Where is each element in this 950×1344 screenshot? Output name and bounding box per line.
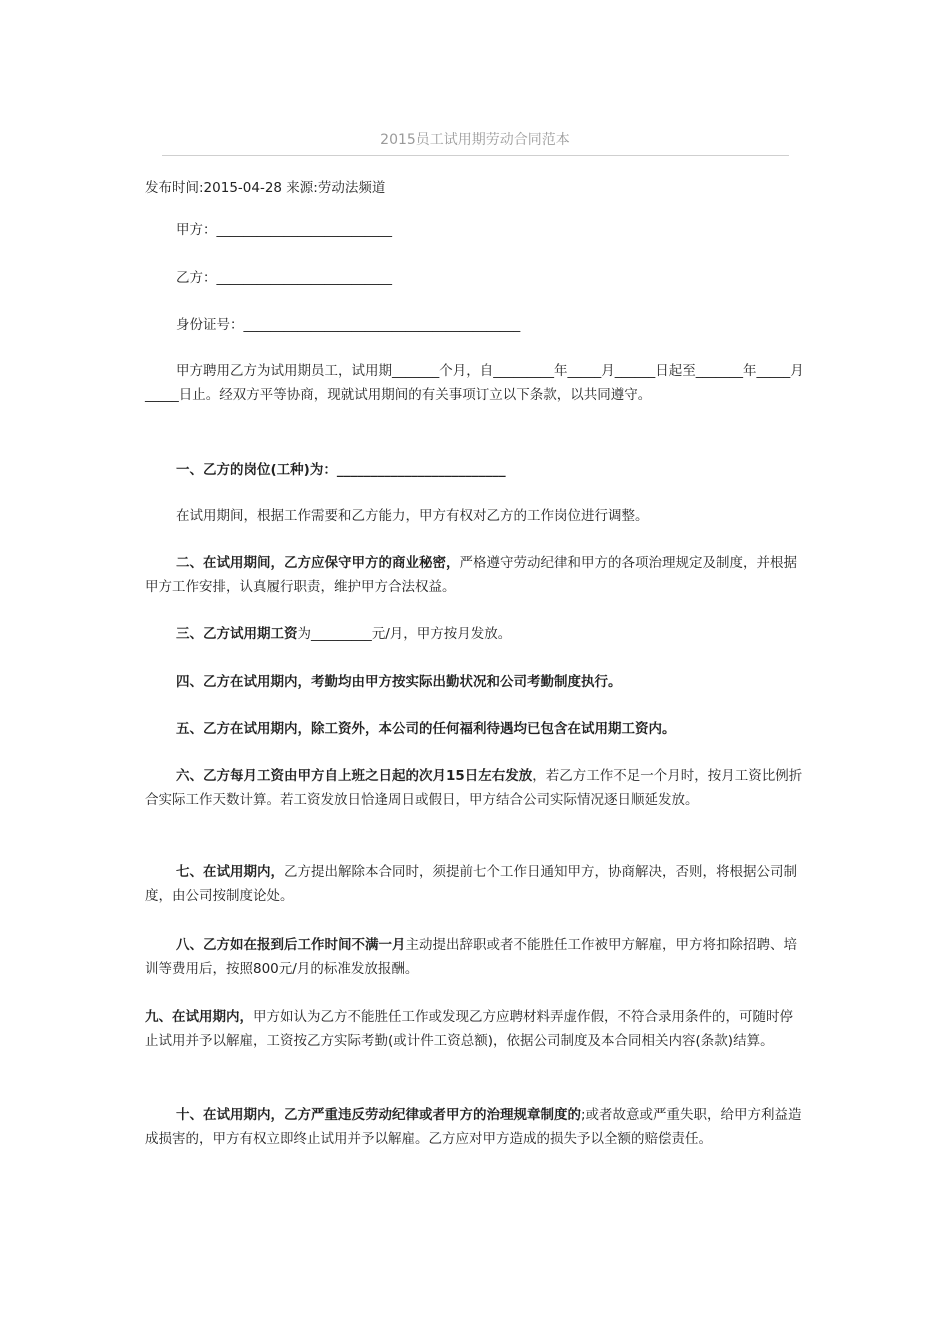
clause-9 — [145, 1005, 805, 1053]
clause-6 — [145, 764, 805, 812]
party-a-line: 甲方：__________________________ — [176, 222, 392, 238]
clause-7-text: 乙方提出解除本合同时，须提前七个工作日通知甲方，协商解决，否则，将根据公司制度，由公司按制度论处。 — [145, 864, 797, 904]
page-title: 2015员工试用期劳动合同范本 — [380, 132, 570, 148]
clause-4: 四、乙方在试用期内，考勤均由甲方按实际出勤状况和公司考勤制度执行。 — [176, 674, 622, 690]
clause-7-bold: 七、在试用期内， — [176, 864, 284, 880]
clause-8-bold: 八、乙方如在报到后工作时间不满一月 — [176, 937, 406, 953]
party-b-line: 乙方：__________________________ — [176, 270, 392, 286]
clause-2-text: 严格遵守劳动纪律和甲方的各项治理规定及制度，并根据甲方工作安排，认真履行职责，维护甲方合法权益。 — [145, 555, 797, 595]
publish-meta: 发布时间:2015-04-28 来源:劳动法频道 — [145, 180, 386, 196]
clause-3-text: 为_________元/月，甲方按月发放。 — [297, 626, 512, 642]
id-number-line: 身份证号：_________________________________________ — [176, 317, 521, 333]
clause-2 — [145, 551, 805, 599]
clause-6-bold: 六、乙方每月工资由甲方自上班之日起的次月15日左右发放 — [176, 768, 533, 784]
clause-9-text: 甲方如认为乙方不能胜任工作或发现乙方应聘材料弄虚作假，不符合录用条件的，可随时停止试用并予以解雇，工资按乙方实际考勤(或计件工资总额)，依据公司制度及本合同相关内容(条款)结算。 — [145, 1009, 793, 1049]
clause-1-text: 在试用期间，根据工作需要和乙方能力，甲方有权对乙方的工作岗位进行调整。 — [176, 508, 649, 524]
clause-8 — [145, 933, 805, 981]
clause-3 — [145, 622, 805, 646]
clause-9-bold: 九、在试用期内， — [145, 1009, 253, 1025]
clause-1-heading: 一、乙方的岗位(工种)为：_________________________ — [176, 462, 506, 478]
clause-2-bold: 二、在试用期间，乙方应保守甲方的商业秘密， — [176, 555, 460, 571]
clause-7 — [145, 860, 805, 908]
clause-6-text: ，若乙方工作不足一个月时，按月工资比例折合实际工作天数计算。若工资发放日恰逢周日或假日，甲方结合公司实际情况逐日顺延发放。 — [145, 768, 803, 808]
clause-10 — [145, 1103, 805, 1151]
intro-paragraph: 甲方聘用乙方为试用期员工，试用期_______个月，自_________年_____月______日起至_______年_____月_____日止。经双方平等协商，现就试用期间的有关事项订立以下条款，以共同遵守。 — [145, 363, 804, 403]
clause-10-bold: 十、在试用期内，乙方严重违反劳动纪律或者甲方的治理规章制度的 — [176, 1107, 581, 1123]
clause-8-text: 主动提出辞职或者不能胜任工作被甲方解雇，甲方将扣除招聘、培训等费用后，按照800元/月的标准发放报酬。 — [145, 937, 797, 977]
clause-5: 五、乙方在试用期内，除工资外，本公司的任何福利待遇均已包含在试用期工资内。 — [176, 721, 676, 737]
title-divider — [162, 155, 789, 156]
clause-10-text: ;或者故意或严重失职，给甲方利益造成损害的，甲方有权立即终止试用并予以解雇。乙方应对甲方造成的损失予以全额的赔偿责任。 — [145, 1107, 802, 1147]
clause-3-bold: 三、乙方试用期工资 — [176, 626, 298, 642]
